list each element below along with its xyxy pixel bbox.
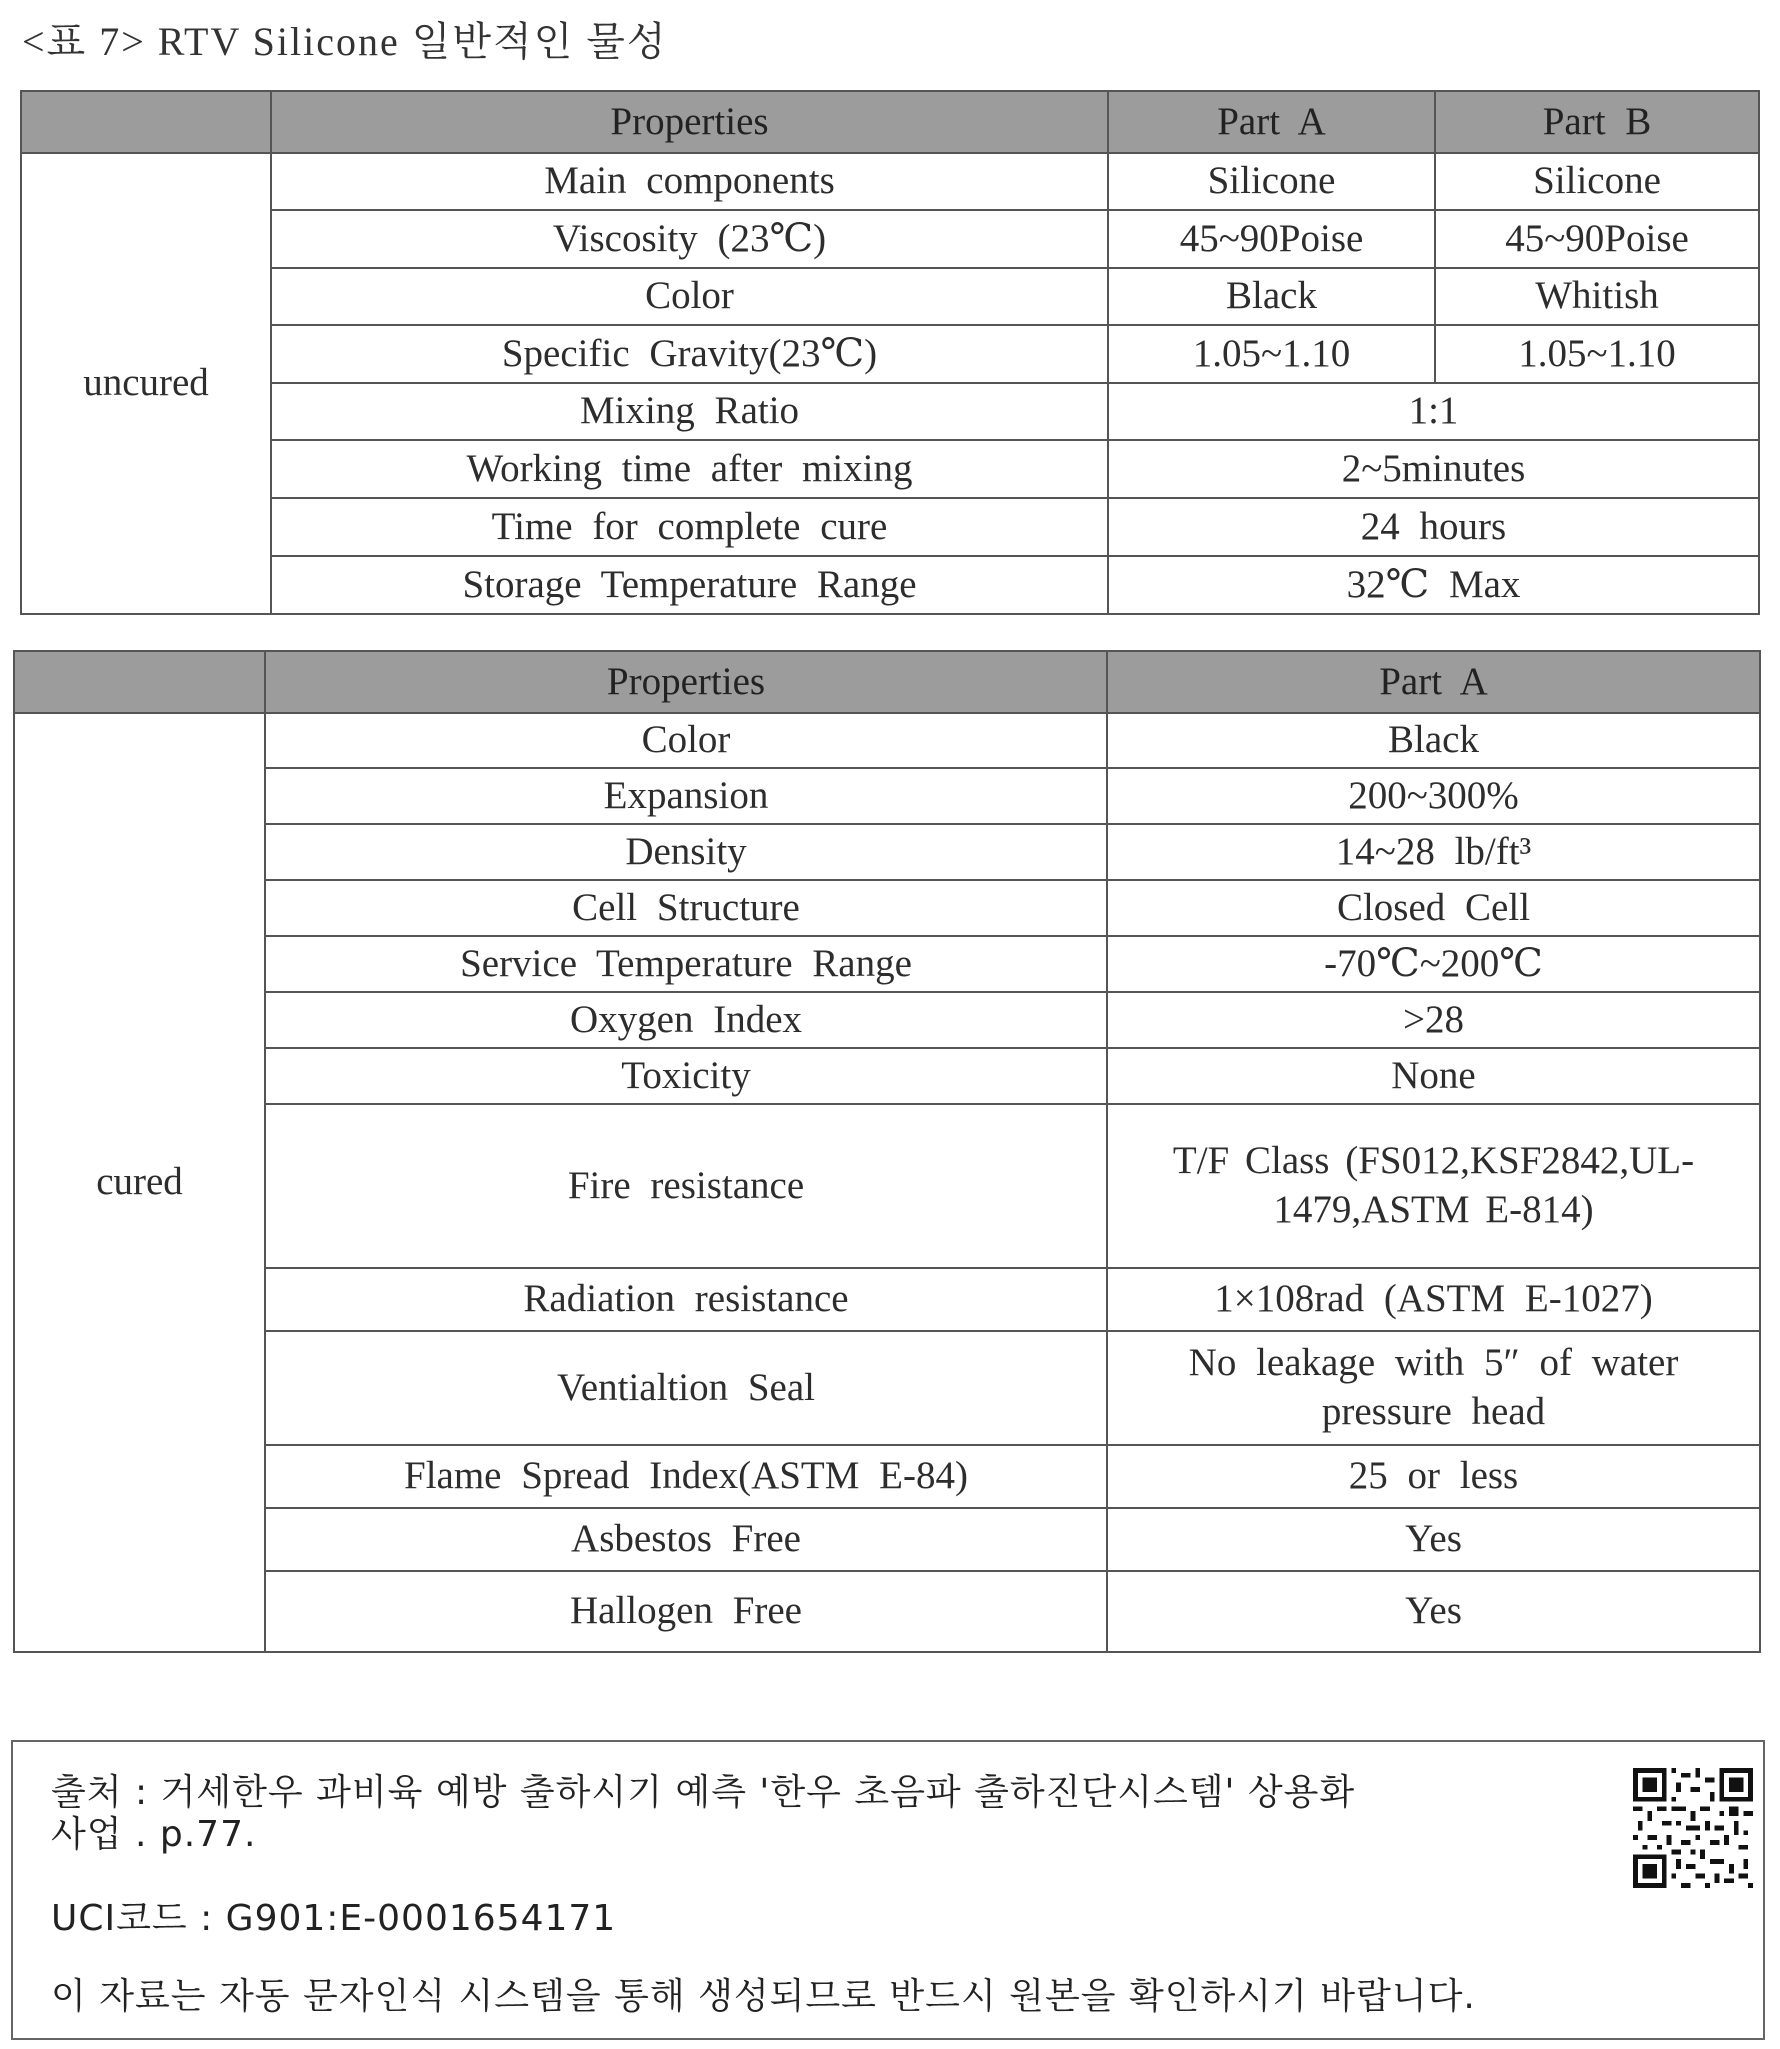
source-info-box <box>11 1740 1765 2040</box>
table-row <box>14 1571 1760 1652</box>
table-row <box>14 936 1760 992</box>
part-a-cell: 1.05~1.10 <box>1108 325 1435 383</box>
property-cell: Working time after mixing <box>271 440 1108 498</box>
table-row <box>21 383 1759 440</box>
table-row <box>14 880 1760 936</box>
part-a-cell: Black <box>1108 268 1435 325</box>
part-b-cell: 1.05~1.10 <box>1435 325 1759 383</box>
property-cell: Color <box>271 268 1108 325</box>
property-cell: Cell Structure <box>265 880 1107 936</box>
header-blank <box>21 91 271 153</box>
property-cell: Viscosity (23℃) <box>271 210 1108 268</box>
table-row <box>14 1104 1760 1268</box>
part-a-cell: 45~90Poise <box>1108 210 1435 268</box>
table-row <box>14 1268 1760 1331</box>
table-row <box>14 1508 1760 1571</box>
property-cell: Flame Spread Index(ASTM E-84) <box>265 1445 1107 1508</box>
property-cell: Main components <box>271 153 1108 210</box>
property-cell: Density <box>265 824 1107 880</box>
part-b-cell: Silicone <box>1435 153 1759 210</box>
header-properties: Properties <box>265 651 1107 713</box>
table-row <box>14 713 1760 768</box>
property-cell: Hallogen Free <box>265 1571 1107 1652</box>
table-caption: <표 7> RTV Silicone 일반적인 물성 <box>22 19 668 64</box>
header-properties: Properties <box>271 91 1108 153</box>
table-row <box>14 824 1760 880</box>
merged-value-cell: 1:1 <box>1108 383 1759 440</box>
uncured-properties-table <box>20 90 1760 615</box>
value-cell: Closed Cell <box>1107 880 1760 936</box>
property-cell: Oxygen Index <box>265 992 1107 1048</box>
table-row <box>21 268 1759 325</box>
table-row <box>14 992 1760 1048</box>
table-row <box>21 440 1759 498</box>
header-part-b: Part B <box>1435 91 1759 153</box>
value-cell: T/F Class (FS012,KSF2842,UL-1479,ASTM E-814) <box>1107 1104 1760 1268</box>
table-row <box>21 498 1759 556</box>
value-cell: Black <box>1107 713 1760 768</box>
property-cell: Asbestos Free <box>265 1508 1107 1571</box>
part-b-cell: 45~90Poise <box>1435 210 1759 268</box>
value-cell: -70℃~200℃ <box>1107 936 1760 992</box>
uci-code: UCI코드 : G901:E-0001654171 <box>51 1898 617 1939</box>
value-cell: 14~28 lb/ft³ <box>1107 824 1760 880</box>
table-row <box>21 556 1759 614</box>
qr-code-icon <box>1633 1768 1753 1888</box>
property-cell: Specific Gravity(23℃) <box>271 325 1108 383</box>
group-label-cured: cured <box>14 713 265 1652</box>
property-cell: Time for complete cure <box>271 498 1108 556</box>
value-cell: Yes <box>1107 1571 1760 1652</box>
merged-value-cell: 24 hours <box>1108 498 1759 556</box>
table-row <box>14 768 1760 824</box>
table-row <box>14 1445 1760 1508</box>
header-part-a: Part A <box>1107 651 1760 713</box>
value-cell: No leakage with 5″ of water pressure head <box>1107 1331 1760 1445</box>
property-cell: Storage Temperature Range <box>271 556 1108 614</box>
property-cell: Service Temperature Range <box>265 936 1107 992</box>
value-cell: >28 <box>1107 992 1760 1048</box>
value-cell: None <box>1107 1048 1760 1104</box>
header-part-a: Part A <box>1108 91 1435 153</box>
table-row <box>14 1048 1760 1104</box>
source-citation-continued: 사업 . p.77. <box>51 1814 257 1855</box>
group-label-uncured: uncured <box>21 153 271 614</box>
table-row <box>21 325 1759 383</box>
merged-value-cell: 2~5minutes <box>1108 440 1759 498</box>
table-header-row <box>14 651 1760 713</box>
part-b-cell: Whitish <box>1435 268 1759 325</box>
merged-value-cell: 32℃ Max <box>1108 556 1759 614</box>
property-cell: Ventialtion Seal <box>265 1331 1107 1445</box>
property-cell: Toxicity <box>265 1048 1107 1104</box>
property-cell: Fire resistance <box>265 1104 1107 1268</box>
table-row <box>14 1331 1760 1445</box>
property-cell: Expansion <box>265 768 1107 824</box>
part-a-cell: Silicone <box>1108 153 1435 210</box>
cured-properties-table <box>13 650 1761 1653</box>
source-citation: 출처 : 거세한우 과비육 예방 출하시기 예측 '한우 초음파 출하진단시스템' 상용화 <box>51 1772 1356 1813</box>
value-cell: Yes <box>1107 1508 1760 1571</box>
table-header-row <box>21 91 1759 153</box>
property-cell: Radiation resistance <box>265 1268 1107 1331</box>
property-cell: Mixing Ratio <box>271 383 1108 440</box>
header-blank <box>14 651 265 713</box>
value-cell: 1×108rad (ASTM E-1027) <box>1107 1268 1760 1331</box>
ocr-notice: 이 자료는 자동 문자인식 시스템을 통해 생성되므로 반드시 원본을 확인하시기 바랍니다. <box>51 1976 1476 2017</box>
table-row <box>21 153 1759 210</box>
table-row <box>21 210 1759 268</box>
value-cell: 25 or less <box>1107 1445 1760 1508</box>
value-cell: 200~300% <box>1107 768 1760 824</box>
property-cell: Color <box>265 713 1107 768</box>
